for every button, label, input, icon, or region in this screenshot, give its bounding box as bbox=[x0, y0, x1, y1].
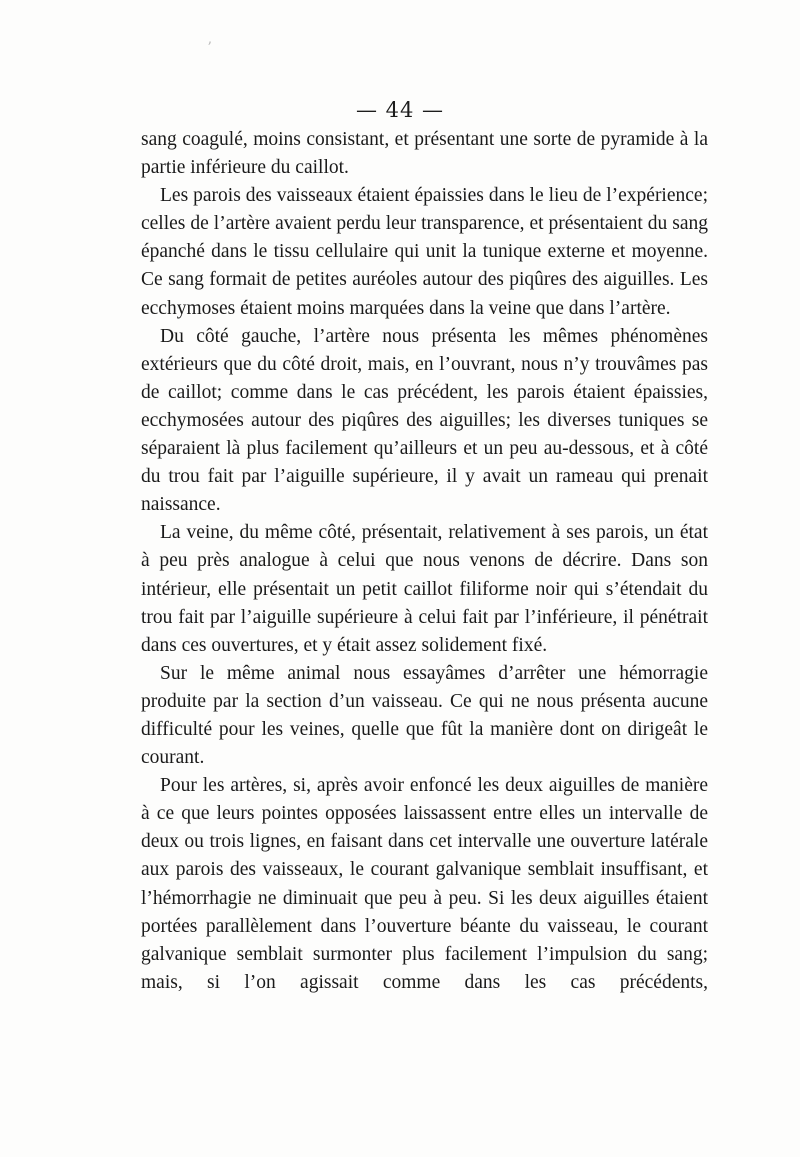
paragraph-6: Pour les artères, si, après avoir enfoncé les deux aiguilles de manière à ce que leurs pointes opposées laissassent entre elles un intervalle de deux ou trois lignes, en faisant dans cet intervalle une ouverture latérale aux parois des vaisseaux, le courant galvanique semblait insuffisant, et l’hémorrhagie ne diminuait que peu à peu. Si les deux aiguilles étaient portées parallèlement dans l’ouverture béante du vaisseau, le courant galvanique semblait surmonter plus facilement l’impulsion du sang; mais, si l’on agissait comme dans les cas précédents, bbox=[141, 775, 708, 993]
page-number: — 44 — bbox=[355, 98, 445, 122]
paper-speck: ʼ bbox=[207, 40, 212, 56]
paragraph-3: Du côté gauche, l’artère nous présenta les mêmes phénomènes extérieurs que du côté droit, mais, en l’ouvrant, nous n’y trouvâmes pas de caillot; comme dans le cas précédent, les parois étaient épaissies, ecchymosées autour des piqûres des aiguilles; les diverses tuniques se séparaient là plus facilement qu’ailleurs et un peu au-dessous, et à côté du trou fait par l’aiguille supérieure, il y avait un rameau qui prenait naissance. bbox=[141, 325, 708, 516]
paragraph-1: sang coagulé, moins consistant, et présentant une sorte de pyramide à la partie inférieure du caillot. bbox=[141, 129, 708, 179]
paragraph-4: La veine, du même côté, présentait, relativement à ses parois, un état à peu près analogue à celui que nous venons de décrire. Dans son intérieur, elle présentait un petit caillot filiforme noir qui s’étendait du trou fait par l’aiguille supérieure à celui fait par l’inférieure, il pénétrait dans ces ouvertures, et y était assez solidement fixé. bbox=[141, 522, 708, 656]
paragraph-5: Sur le même animal nous essayâmes d’arrêter une hémorragie produite par la section d’un vaisseau. Ce qui ne nous présenta aucune difficulté pour les veines, quelle que fût la manière dont on dirigeât le courant. bbox=[141, 662, 708, 769]
paragraph-2: Les parois des vaisseaux étaient épaissies dans le lieu de l’expérience; celles de l’artère avaient perdu leur transparence, et présentaient du sang épanché dans le tissu cellulaire qui unit la tunique externe et moyenne. Ce sang formait de petites auréoles autour des piqûres des aiguilles. Les ecchymoses étaient moins marquées dans la veine que dans l’artère. bbox=[141, 185, 708, 319]
body-text bbox=[141, 126, 708, 997]
